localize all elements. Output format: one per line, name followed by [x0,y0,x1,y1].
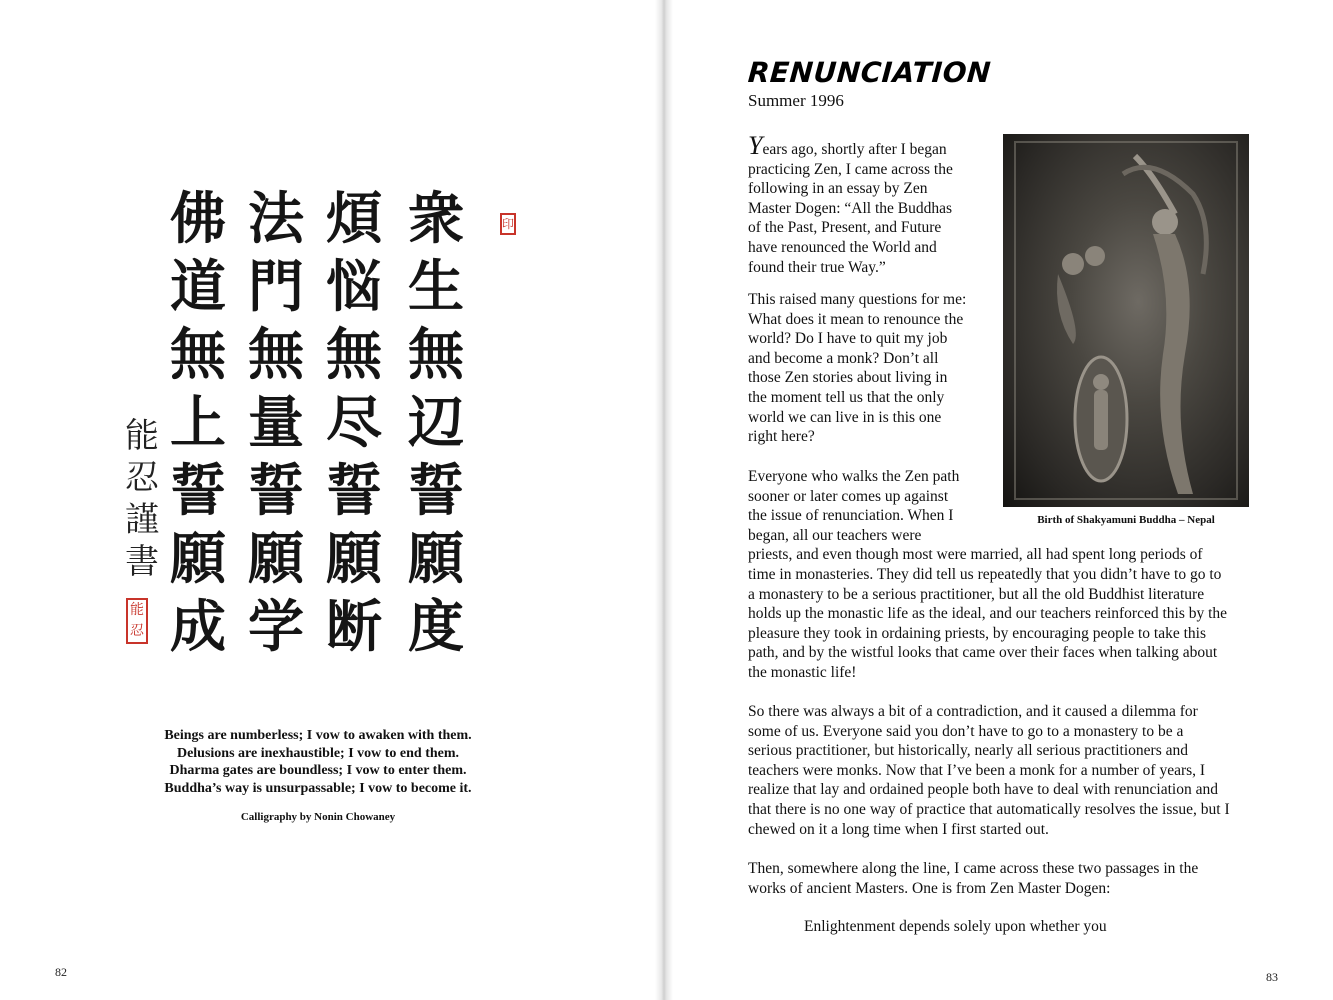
calligraphy-character: 願 [326,526,382,592]
text-line: of the Past, Present, and Future [748,219,942,237]
text-line: found their true Way.” [748,258,886,276]
seal-character: 忍 [130,623,144,639]
calligraphy-character: 無 [408,322,464,388]
page-number-right: 83 [1266,970,1278,984]
calligraphy-character: 上 [170,390,226,456]
calligraphy-character: 学 [248,594,304,660]
text-line: world? Do I have to quit my job [748,330,948,348]
attendant-head [1062,253,1084,275]
red-seal-bottom [126,598,148,644]
text-line: following in an essay by Zen [748,180,928,198]
text-line: serious practitioner, but historically, nearly all serious practitioners and [748,742,1188,760]
seal-character: 能 [130,602,144,618]
infant-buddha-body [1094,390,1108,450]
signature-character: 謹 [125,500,159,540]
text-line [748,131,953,160]
text-line: right here? [748,428,815,446]
text-line: chewed on it a long time when I first started out. [748,820,1049,838]
maya-raised-arm [1135,156,1175,214]
text-line: some of us. Everyone said you don’t have to go to a monastery to be a [748,722,1184,740]
text-line: This raised many questions for me: [748,291,967,308]
calligraphy-character: 無 [170,322,226,388]
paragraph-5 [748,859,1198,898]
calligraphy-character: 無 [248,322,304,388]
calligraphy-character: 生 [408,254,464,320]
text-line: those Zen stories about living in [748,369,948,387]
text-line: world we can live in is this one [748,408,942,426]
buddha-relief-photo [1003,134,1249,507]
calligraphy-character: 佛 [170,186,226,252]
signature-character: 書 [125,542,159,582]
calligrapher-signature [122,415,162,583]
text-line: time in monasteries. They did tell us repeatedly that you didn’t have to go to [748,565,1222,583]
text-line: have renounced the World and [748,238,937,256]
paragraph-1 [748,131,953,277]
article-date: Summer 1996 [748,91,844,110]
calligraphy-character: 誓 [248,458,304,524]
calligraphy-character: 願 [170,526,226,592]
calligraphy-character: 誓 [408,458,464,524]
calligraphy-column [162,185,234,661]
text-line: sooner or later comes up against [748,487,949,505]
text-line: path, and by the wistful looks that came over their faces when talking about [748,644,1218,662]
calligraphy-credit: Calligraphy by Nonin Chowaney [240,811,396,823]
calligraphy-character: 道 [170,254,226,320]
calligraphy-column [318,185,390,661]
vow-line: Dharma gates are boundless; I vow to enter them. [169,763,467,778]
infant-buddha-head [1093,374,1109,390]
calligraphy-character: 辺 [408,390,464,456]
text-line: teachers were monks. Now that I’ve been a monk for a number of years, I [748,761,1206,779]
calligraphy-column [400,185,472,661]
text-line: realize that lay and ordained people both have to deal with renunciation and [748,781,1218,799]
text-line: Everyone who walks the Zen path [748,468,960,485]
text-line: and become a monk? Don’t all [748,349,939,367]
text-line: pleasure they took in ordaining priests, by encouraging people to take this [748,624,1206,642]
calligraphy-character: 願 [408,526,464,592]
vow-line: Beings are numberless; I vow to awaken with them. [164,728,472,743]
calligraphy-character: 願 [248,526,304,592]
attendant-head [1085,246,1105,266]
figure-caption: Birth of Shakyamuni Buddha – Nepal [1037,514,1215,526]
vow-line: Buddha’s way is unsurpassable; I vow to become it. [164,780,472,796]
calligraphy-character: 誓 [326,458,382,524]
text-line: works of ancient Masters. One is from Zen Master Dogen: [748,879,1111,897]
calligraphy-character: 無 [326,322,382,388]
text-line-rest: ears ago, shortly after I began [762,141,947,158]
calligraphy-artwork [110,185,530,675]
text-line: a monastery to be a serious practitioner, but all the old Buddhist literature [748,585,1205,603]
article-title: RENUNCIATION [746,56,993,89]
text-line: priests, and even though most were married, all had spent long periods of [748,546,1203,564]
maya-body [1153,234,1193,494]
quote-line: Enlightenment depends solely upon whether you [804,918,1107,935]
text-line: Master Dogen: “All the Buddhas [748,199,953,217]
calligraphy-character: 門 [248,254,304,320]
calligraphy-character: 法 [248,186,304,252]
calligraphy-character: 誓 [170,458,226,524]
calligraphy-character: 衆 [408,186,464,252]
paragraph-2 [748,290,966,447]
page-number-left: 82 [55,965,67,979]
text-line: practicing Zen, I came across the [748,160,953,178]
text-line: the moment tell us that the only [748,388,945,406]
four-vows-translation [120,727,516,797]
calligraphy-character: 断 [326,594,382,660]
calligraphy-character: 尽 [326,390,382,456]
calligraphy-character: 悩 [326,254,382,320]
book-gutter [655,0,673,1000]
text-line: began, all our teachers were [748,526,922,544]
red-seal-top: 印 [500,213,516,235]
vow-line: Delusions are inexhaustible; I vow to end them. [176,745,460,761]
text-line: So there was always a bit of a contradiction, and it caused a dilemma for [748,703,1198,720]
attendant-figures [1057,274,1076,344]
calligraphy-character: 度 [408,594,464,660]
text-line: holds up the monastic life as the ideal, and our teachers reinforced this by the [748,605,1228,623]
relief-illustration [1003,134,1249,507]
text-line: the issue of renunciation. When I [748,507,954,525]
text-line: Then, somewhere along the line, I came across these two passages in the [748,860,1199,877]
calligraphy-character: 煩 [326,186,382,252]
paragraph-4 [748,702,1230,839]
signature-character: 能 [125,416,159,456]
text-line: the monastic life! [748,663,857,681]
calligraphy-character: 成 [170,594,226,660]
calligraphy-character: 量 [248,390,304,456]
calligraphy-column [240,185,312,661]
signature-character: 忍 [125,458,159,498]
drop-cap: Y [748,131,763,160]
text-line: What does it mean to renounce the [748,310,964,328]
text-line: that there is no one way of practice that automatically resolves the issue, but I [748,800,1230,818]
